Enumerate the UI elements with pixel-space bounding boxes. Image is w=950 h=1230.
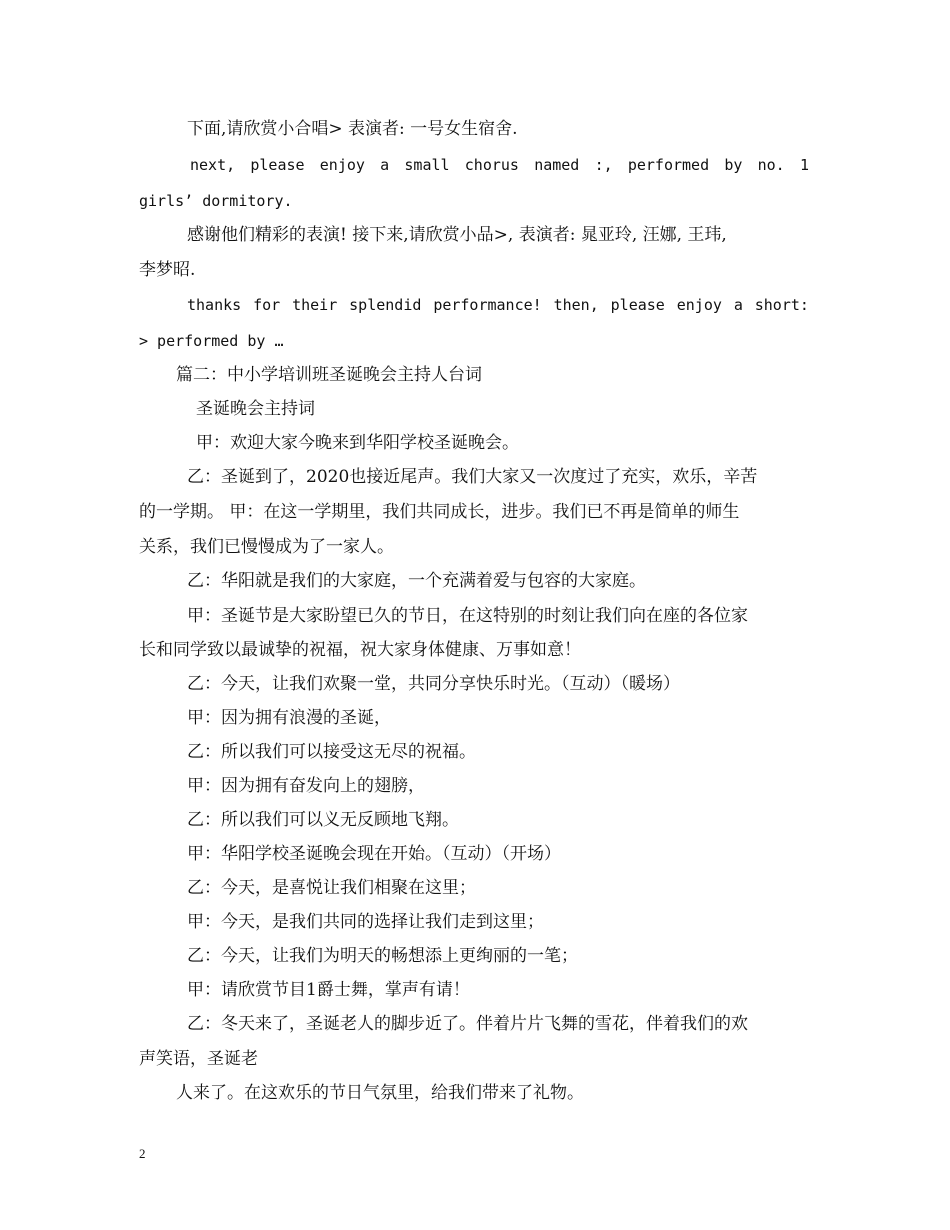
word: enjoy xyxy=(676,296,722,314)
word: next, xyxy=(190,156,236,174)
word: their xyxy=(292,296,338,314)
word: chorus xyxy=(464,156,519,174)
dialogue-line: 乙：所以我们可以接受这无尽的祝福。 xyxy=(187,742,476,762)
word: then, xyxy=(553,296,599,314)
word: splendid xyxy=(349,296,422,314)
word: :, xyxy=(594,156,613,174)
page-number: 2 xyxy=(139,1146,146,1161)
section-subheading: 圣诞晚会主持词 xyxy=(196,399,315,419)
paragraph-line: 李梦昭. xyxy=(139,260,196,280)
word: performed xyxy=(627,156,710,174)
word: enjoy xyxy=(319,156,365,174)
dialogue-line: 甲：今天，是我们共同的选择让我们走到这里； xyxy=(187,912,544,932)
english-paragraph-line xyxy=(190,154,809,176)
dialogue-line: 乙：今天，让我们欢聚一堂，共同分享快乐时光。（互动）（暖场） xyxy=(187,674,680,694)
section-heading: 篇二：中小学培训班圣诞晚会主持人台词 xyxy=(176,365,482,385)
dialogue-line: 甲：欢迎大家今晚来到华阳学校圣诞晚会。 xyxy=(196,433,519,453)
word: please xyxy=(610,296,665,314)
dialogue-line: 甲：因为拥有奋发向上的翅膀， xyxy=(187,776,425,796)
dialogue-line: 乙：冬天来了，圣诞老人的脚步近了。伴着片片飞舞的雪花，伴着我们的欢 xyxy=(187,1014,748,1034)
dialogue-line: 关系，我们已慢慢成为了一家人。 xyxy=(139,537,394,557)
word: small xyxy=(404,156,450,174)
english-paragraph-line: girls’ dormitory. xyxy=(139,192,293,210)
word: for xyxy=(253,296,281,314)
word: a xyxy=(733,296,743,314)
word: by xyxy=(724,156,743,174)
dialogue-line: 甲：圣诞节是大家盼望已久的节日，在这特别的时刻让我们向在座的各位家 xyxy=(187,606,748,626)
word: thanks xyxy=(187,296,242,314)
dialogue-line: 甲：因为拥有浪漫的圣诞， xyxy=(187,708,391,728)
dialogue-line: 乙：圣诞到了，2020也接近尾声。我们大家又一次度过了充实，欢乐，辛苦 xyxy=(187,467,758,487)
word: named xyxy=(534,156,580,174)
word: performance! xyxy=(433,296,542,314)
dialogue-line: 乙：华阳就是我们的大家庭，一个充满着爱与包容的大家庭。 xyxy=(187,571,646,591)
paragraph-line: 下面,请欣赏小合唱> 表演者: 一号女生宿舍. xyxy=(187,119,518,139)
english-paragraph-line: > performed by … xyxy=(139,332,284,350)
dialogue-line: 乙：今天，是喜悦让我们相聚在这里； xyxy=(187,878,476,898)
dialogue-line: 乙：所以我们可以义无反顾地飞翔。 xyxy=(187,810,459,830)
word: short: xyxy=(754,296,809,314)
dialogue-line: 长和同学致以最诚挚的祝福，祝大家身体健康、万事如意！ xyxy=(139,640,581,660)
dialogue-line: 声笑语，圣诞老 xyxy=(139,1049,258,1069)
paragraph-line: 感谢他们精彩的表演! 接下来,请欣赏小品>, 表演者: 晁亚玲, 汪娜, 王玮, xyxy=(187,225,727,245)
dialogue-line: 的一学期。 甲：在这一学期里，我们共同成长，进步。我们已不再是简单的师生 xyxy=(139,502,740,522)
word: 1 xyxy=(799,156,809,174)
dialogue-line: 人来了。在这欢乐的节日气氛里，给我们带来了礼物。 xyxy=(176,1083,584,1103)
english-paragraph-line xyxy=(187,294,809,316)
word: please xyxy=(250,156,305,174)
dialogue-line: 甲：华阳学校圣诞晚会现在开始。（互动）（开场） xyxy=(187,844,561,864)
word: a xyxy=(380,156,390,174)
dialogue-line: 乙：今天，让我们为明天的畅想添上更绚丽的一笔； xyxy=(187,946,578,966)
dialogue-line: 甲：请欣赏节目1爵士舞，掌声有请！ xyxy=(187,980,470,1000)
word: no. xyxy=(757,156,785,174)
